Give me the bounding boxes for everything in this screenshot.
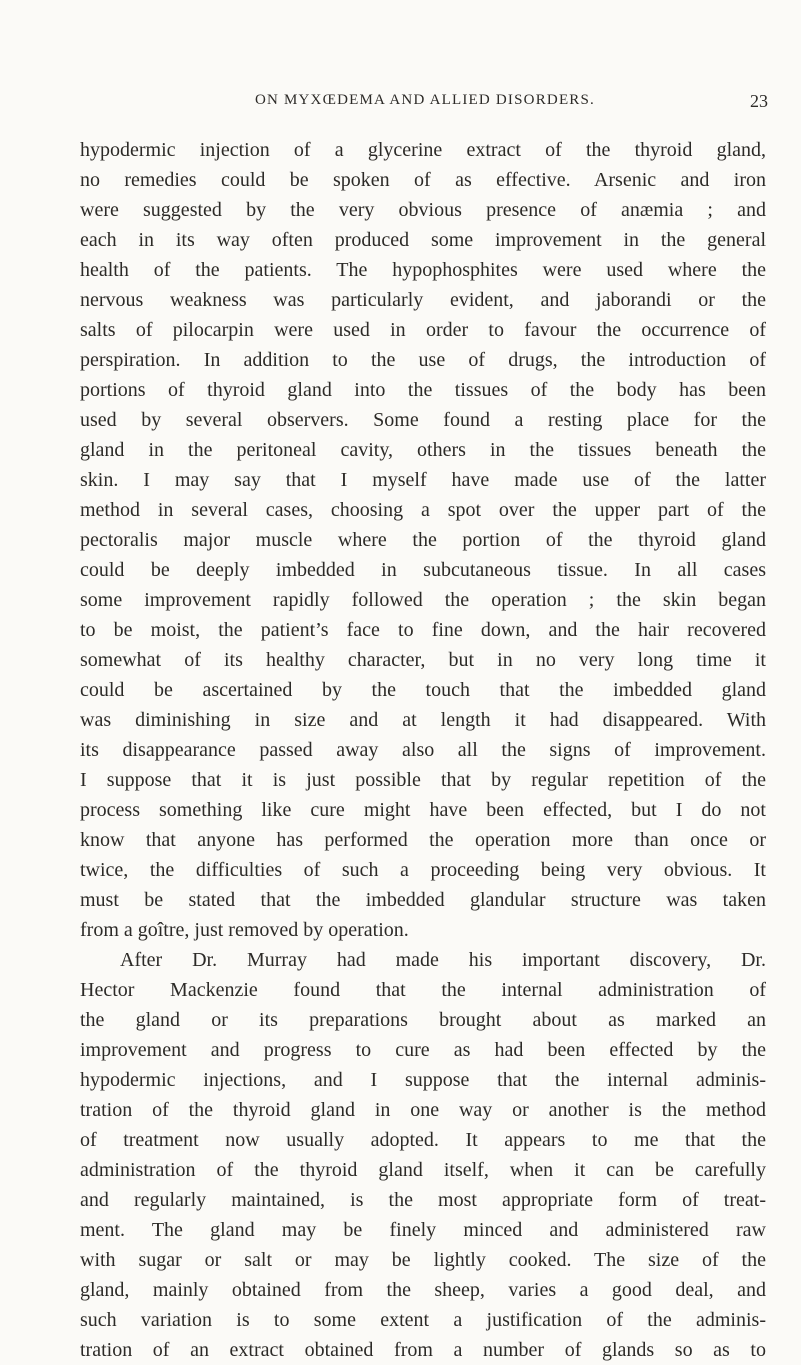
page-number: 23: [750, 91, 768, 111]
text-line: improvement and progress to cure as had been effected by the: [80, 1039, 766, 1061]
text-line: nervous weakness was particularly evident, and jaborandi or the: [80, 289, 766, 311]
text-line: no remedies could be spoken of as effective. Arsenic and iron: [80, 169, 766, 191]
text-line: twice, the difficulties of such a proceeding being very obvious. It: [80, 859, 766, 881]
text-line: the gland or its preparations brought about as marked an: [80, 1009, 766, 1031]
running-title: ON MYXŒDEMA AND ALLIED DISORDERS.: [254, 92, 596, 108]
text-line: its disappearance passed away also all the signs of improvement.: [80, 739, 766, 761]
paragraph-end-line: from a goître, just removed by operation.: [80, 919, 409, 941]
text-line: could be ascertained by the touch that the imbedded gland: [80, 679, 766, 701]
text-line: Hector Mackenzie found that the internal administration of: [80, 979, 766, 1001]
text-line: hypodermic injections, and I suppose that the internal adminis-: [80, 1069, 766, 1091]
text-line: portions of thyroid gland into the tissues of the body has been: [80, 379, 766, 401]
text-line: such variation is to some extent a justification of the adminis-: [80, 1309, 766, 1331]
text-line: was diminishing in size and at length it had disappeared. With: [80, 709, 766, 731]
text-line: could be deeply imbedded in subcutaneous tissue. In all cases: [80, 559, 766, 581]
text-line: must be stated that the imbedded glandular structure was taken: [80, 889, 766, 911]
text-line: gland in the peritoneal cavity, others in the tissues beneath the: [80, 439, 766, 461]
body-text: [80, 135, 766, 1365]
text-line: I suppose that it is just possible that by regular repetition of the: [80, 769, 766, 791]
text-line: administration of the thyroid gland itself, when it can be carefully: [80, 1159, 766, 1181]
text-line: somewhat of its healthy character, but in no very long time it: [80, 649, 766, 671]
running-head: [82, 92, 768, 116]
text-line: salts of pilocarpin were used in order to favour the occurrence of: [80, 319, 766, 341]
text-line: health of the patients. The hypophosphites were used where the: [80, 259, 766, 281]
text-line: skin. I may say that I myself have made use of the latter: [80, 469, 766, 491]
text-line: used by several observers. Some found a resting place for the: [80, 409, 766, 431]
text-line: method in several cases, choosing a spot over the upper part of the: [80, 499, 766, 521]
text-line: pectoralis major muscle where the portion of the thyroid gland: [80, 529, 766, 551]
text-line: process something like cure might have been effected, but I do not: [80, 799, 766, 821]
text-line: were suggested by the very obvious presence of anæmia ; and: [80, 199, 766, 221]
text-line: tration of the thyroid gland in one way or another is the method: [80, 1099, 766, 1121]
text-line: of treatment now usually adopted. It appears to me that the: [80, 1129, 766, 1151]
text-line: each in its way often produced some improvement in the general: [80, 229, 766, 251]
text-line: some improvement rapidly followed the operation ; the skin began: [80, 589, 766, 611]
text-line: tration of an extract obtained from a number of glands so as to: [80, 1339, 766, 1361]
text-line: with sugar or salt or may be lightly cooked. The size of the: [80, 1249, 766, 1271]
text-line: gland, mainly obtained from the sheep, varies a good deal, and: [80, 1279, 766, 1301]
text-line: ment. The gland may be finely minced and administered raw: [80, 1219, 766, 1241]
text-line: hypodermic injection of a glycerine extract of the thyroid gland,: [80, 139, 766, 161]
text-line: and regularly maintained, is the most appropriate form of treat-: [80, 1189, 766, 1211]
paragraph-start-line: After Dr. Murray had made his important discovery, Dr.: [120, 949, 766, 971]
text-line: perspiration. In addition to the use of drugs, the introduction of: [80, 349, 766, 371]
text-line: to be moist, the patient’s face to fine down, and the hair recovered: [80, 619, 766, 641]
text-line: know that anyone has performed the operation more than once or: [80, 829, 766, 851]
